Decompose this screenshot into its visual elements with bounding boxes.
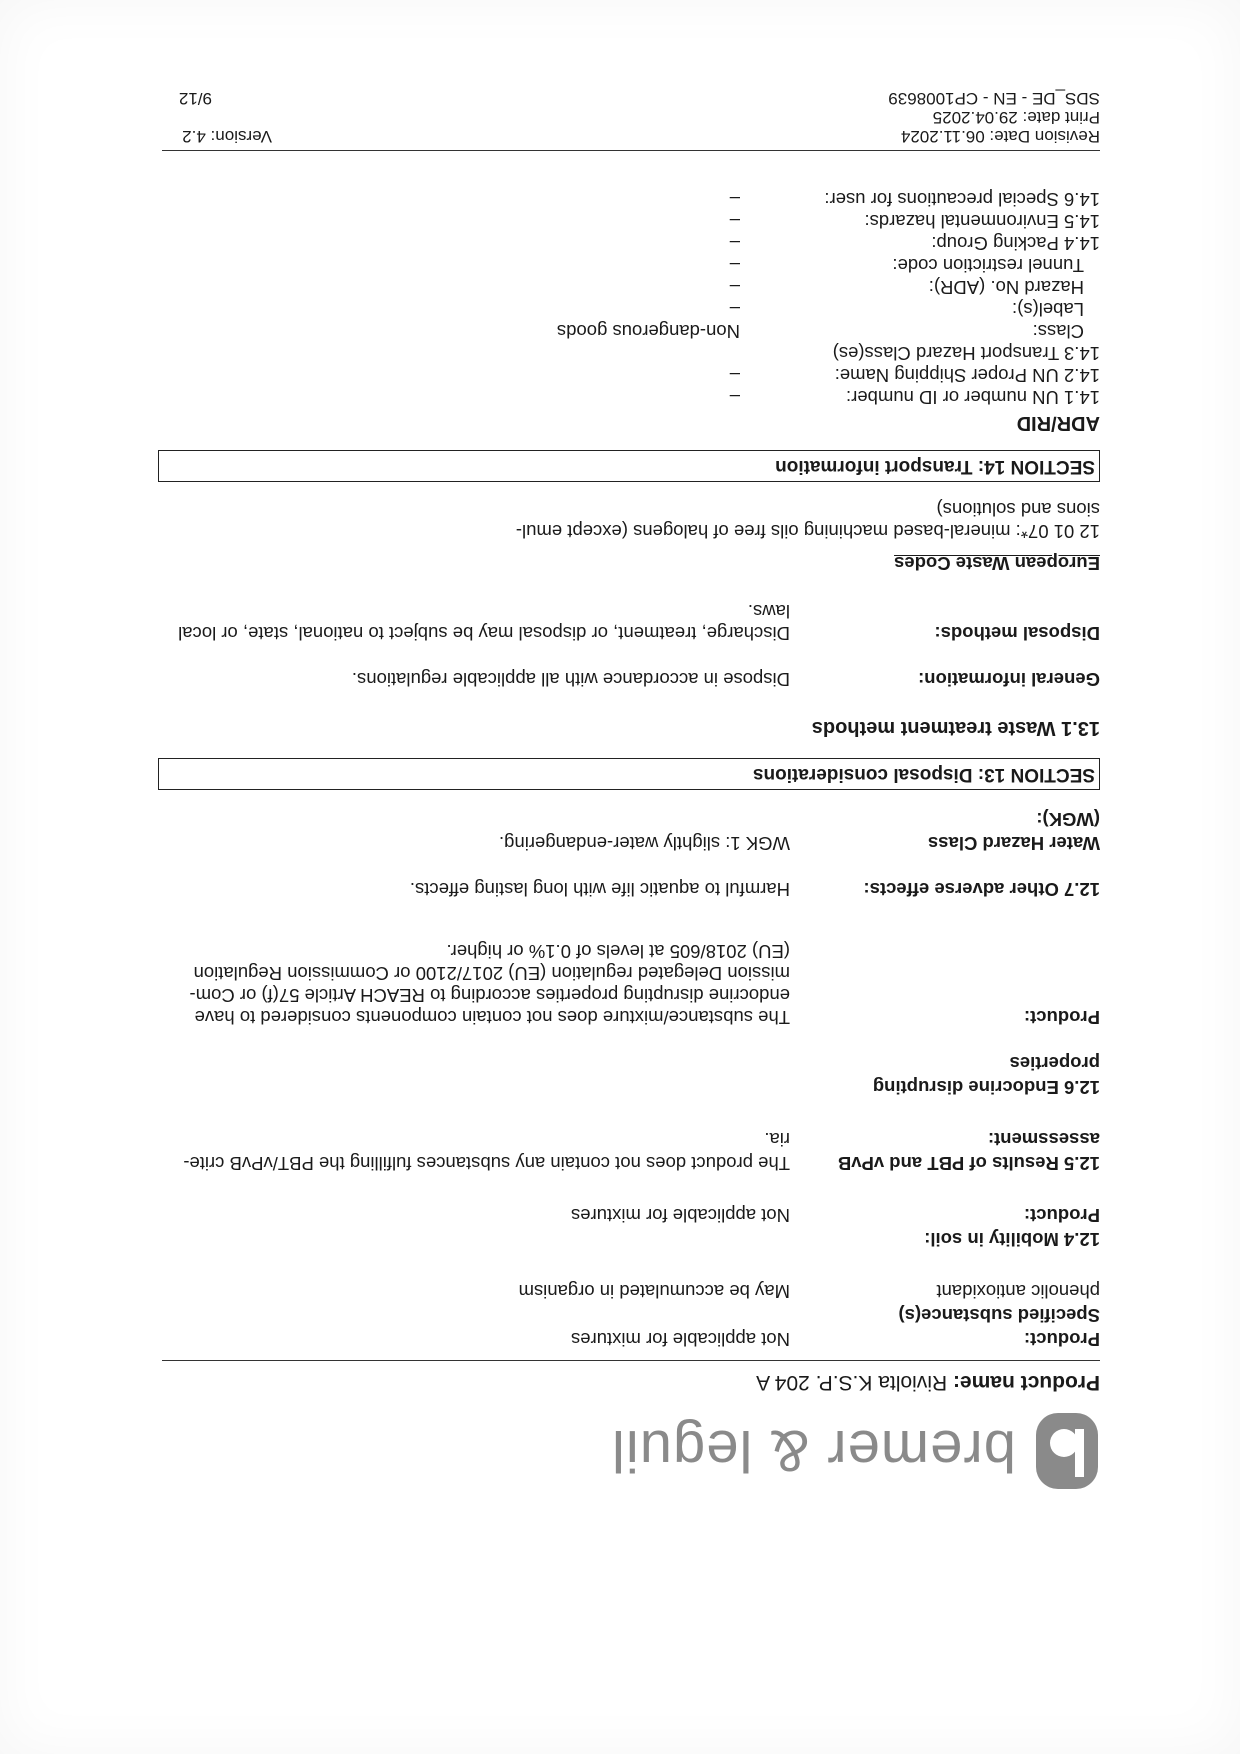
header-divider: [162, 1360, 1100, 1361]
general-info-value: Dispose in accordance with all applicable regulations.: [351, 669, 790, 690]
endocrine-heading-line2: properties: [1009, 1053, 1100, 1074]
disposal-methods-value-line2: laws.: [747, 601, 790, 622]
pbt-value-line1: The product does not contain any substances fulfilling the PBT/vPvB crite-: [183, 1153, 790, 1174]
transport-row-label: Class:: [1032, 321, 1084, 342]
specified-substance-name: phenolic antioxidant: [936, 1281, 1100, 1302]
transport-row-value: –: [729, 233, 740, 254]
adr-rid-heading: ADR/RID: [1016, 412, 1100, 434]
transport-row-label: 14.2 UN Proper Shipping Name:: [834, 365, 1100, 386]
transport-row-value: –: [729, 255, 740, 276]
wgk-value: WGK 1: slightly water-endangering.: [499, 833, 790, 854]
pbt-label-line1: 12.5 Results of PBT and vPvB: [837, 1153, 1100, 1174]
transport-row-label: 14.5 Environmental hazards:: [864, 211, 1100, 232]
sds-code: SDS_DE - EN - CP1008639: [888, 89, 1100, 108]
revision-date: Revision Date: 06.11.2024: [900, 127, 1100, 146]
other-effects-label: 12.7 Other adverse effects:: [863, 879, 1100, 900]
transport-row-label: 14.6 Special precautions for user:: [824, 189, 1100, 210]
print-date: Print date: 29.04.2025: [932, 108, 1100, 127]
endocrine-value-line1: The substance/mixture does not contain components considered to have: [194, 1007, 790, 1028]
mobility-product-value: Not applicable for mixtures: [570, 1205, 790, 1226]
transport-row-value: –: [729, 387, 740, 408]
transport-row-value: –: [729, 277, 740, 298]
european-waste-codes-heading: European Waste Codes: [894, 553, 1100, 574]
waste-code-line2: sions and solutions): [936, 499, 1100, 520]
pbt-label-line2: assessment:: [987, 1129, 1100, 1150]
waste-treatment-heading: 13.1 Waste treatment methods: [811, 717, 1100, 739]
endocrine-value-line4: (EU) 2018/605 at levels of 0.1% or higher.: [446, 941, 790, 962]
product-label-1: Product:: [1023, 1329, 1100, 1350]
disposal-methods-value-line1: Discharge, treatment, or disposal may be subject to national, state, or local: [178, 623, 790, 644]
transport-row-label: Hazard No. (ADR):: [928, 277, 1084, 298]
specified-substances-label: Specified substance(s): [898, 1305, 1100, 1326]
section-13-header: SECTION 13: Disposal considerations: [158, 758, 1100, 790]
wgk-label-line1: Water Hazard Class: [927, 833, 1100, 854]
brand-logo-text: bremer & leguil: [610, 1418, 1016, 1484]
waste-code-line1: 12 01 07*: mineral-based machining oils free of halogens (except emul-: [515, 521, 1100, 542]
specified-substance-value: May be accumulated in organism: [518, 1281, 790, 1302]
product-name-value: Riviolta K.S.P. 204 A: [756, 1371, 948, 1394]
transport-row-label: Tunnel restriction code:: [892, 255, 1084, 276]
endocrine-value-line2: endocrine disrupting properties according to REACH Article 57(f) or Com-: [189, 985, 790, 1006]
transport-row-value: Non-dangerous goods: [556, 321, 740, 342]
footer-divider: [162, 150, 1100, 151]
product-name-label: Product name:: [952, 1371, 1100, 1394]
brand-logo: [611, 1406, 1100, 1496]
transport-row-value: –: [729, 365, 740, 386]
wgk-label-line2: (WGK):: [1036, 809, 1100, 830]
transport-row-value: –: [729, 211, 740, 232]
pbt-value-line2: ria.: [764, 1129, 790, 1150]
other-effects-value: Harmful to aquatic life with long lasting effects.: [409, 879, 790, 900]
transport-row-label: 14.3 Transport Hazard Class(es): [832, 343, 1100, 364]
transport-row-label: Label(s):: [1012, 299, 1084, 320]
brand-mark-icon: [1034, 1411, 1100, 1491]
mobility-product-label: Product:: [1023, 1205, 1100, 1226]
general-info-label: General information:: [918, 669, 1100, 690]
endocrine-heading-line1: 12.6 Endocrine disrupting: [872, 1077, 1100, 1098]
product-value-1: Not applicable for mixtures: [570, 1329, 790, 1350]
version-number: Version: 4.2: [182, 127, 272, 146]
mobility-heading: 12.4 Mobility in soil:: [924, 1229, 1100, 1250]
endocrine-value-line3: mission Delegated regulation (EU) 2017/2100 or Commission Regulation: [193, 963, 790, 984]
transport-row-value: –: [729, 299, 740, 320]
disposal-methods-label: Disposal methods:: [934, 623, 1100, 644]
section-14-header: SECTION 14: Transport information: [158, 450, 1100, 482]
transport-row-value: –: [729, 189, 740, 210]
transport-row-label: 14.1 UN number or ID number:: [846, 387, 1100, 408]
transport-row-label: 14.4 Packing Group:: [931, 233, 1100, 254]
product-name-line: [756, 1370, 1100, 1394]
endocrine-product-label: Product:: [1023, 1007, 1100, 1028]
page-number: 9/12: [178, 89, 212, 108]
